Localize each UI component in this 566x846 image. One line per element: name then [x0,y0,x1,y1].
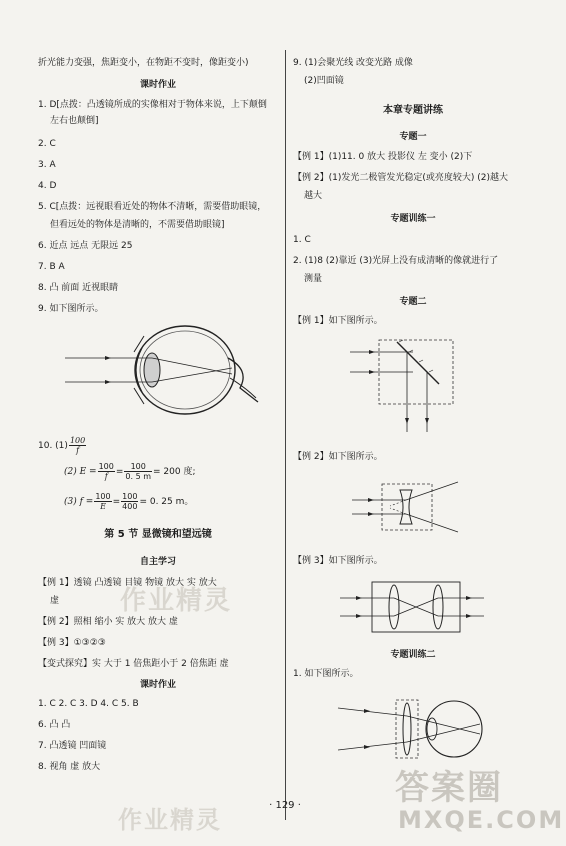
answer-line: 1. C [293,235,311,245]
answer-line: 8. 视角 虚 放大 [38,762,101,772]
answer-line: 折光能力变强，焦距变小，在物距不变时，像距变小) [38,58,249,68]
answer-line: 但看远处的物体是清晰的，不需要借助眼镜] [50,220,225,230]
answer-line: 2. (1)8 (2)靠近 (3)光屏上没有成清晰的像就进行了 [293,256,499,266]
answer-line: 4. D [38,181,57,191]
heading-self-study: 自主学习 [139,557,176,567]
answer-line: 7. 凸透镜 凹面镜 [38,741,107,751]
lens-eye-diagram [336,690,486,768]
answer-line: 【例 2】(1)发光二极管发光稳定(或亮度较大) (2)越大 [293,173,508,183]
answer-line: 【例 3】如下图所示。 [293,556,383,566]
answer-line: 左右也颠倒] [50,116,99,126]
fraction: $\frac{100}{f}$ [69,436,86,455]
answer-line: 虚 [50,596,60,606]
section-title: 第 5 节 显微镜和望远镜 [104,529,212,540]
answer-line: 1. C 2. C 3. D 4. C 5. B [38,699,139,709]
heading-homework: 课时作业 [139,80,176,90]
heading-topic-2: 专题二 [399,297,427,307]
heading-training-2: 专题训练二 [390,650,436,660]
heading-homework-2: 课时作业 [139,680,176,690]
answer-line: 3. A [38,160,56,170]
answer-line: 2. C [38,139,56,149]
answer-line: 【变式探究】实 大于 1 倍焦距小于 2 倍焦距 虚 [38,659,229,669]
chapter-title: 本章专题讲练 [383,105,443,116]
heading-training-1: 专题训练一 [390,214,436,224]
answer-line: 越大 [304,191,323,201]
watermark-text: 作业精灵 [118,806,222,834]
answer-line: 【例 3】①③②③ [38,638,106,648]
mirror-diagram [345,334,475,434]
answer-line: (2)凹面镜 [304,76,344,86]
answer-line: 5. C[点拨：远视眼看近处的物体不清晰，需要借助眼镜， [38,202,267,212]
answer-line: 【例 2】如下图所示。 [293,452,383,462]
watermark-text: 作业精灵 [120,586,233,616]
answer-line: 6. 近点 远点 无限远 25 [38,241,133,251]
eye-diagram [60,318,260,423]
heading-topic-1: 专题一 [399,132,427,142]
answer-line: 8. 凸 前面 近视眼睛 [38,283,119,293]
answer-line-10-3: (3) f = $\frac{100}{E}$ = $\frac{100}{400}$ = 0. 25 m。 [64,492,194,511]
q10-label: 10. (1) [38,441,68,451]
answer-line: 【例 1】透镜 凸透镜 目镜 物镜 放大 实 放大 [38,578,217,588]
answer-line-10-2: (2) E = $\frac{100}{f}$ = $\frac{100}{0. 5 m}$ = 200 度; [64,462,196,481]
answer-line: 【例 1】(1)11. 0 放大 投影仪 左 变小 (2)下 [293,152,473,162]
answer-line: 【例 2】照相 缩小 实 放大 放大 虚 [38,617,178,627]
watermark-logo: 答案圈 [395,768,503,808]
concave-lens-diagram [350,476,460,538]
convex-lens-pair-diagram [338,576,488,638]
answer-line: 6. 凸 凸 [38,720,71,730]
answer-line: 【例 1】如下图所示。 [293,316,383,326]
answer-line: 1. 如下图所示。 [293,669,359,679]
answer-line: 1. D[点拨：凸透镜所成的实像相对于物体来说，上下颠倒 [38,100,267,110]
answer-line: 测量 [304,274,323,284]
answer-line-10 [38,436,87,455]
answer-line: 9. 如下图所示。 [38,304,104,314]
answer-line: 7. B A [38,262,65,272]
page-number: · 129 · [269,800,301,811]
watermark-url: MXQE.COM [398,806,565,834]
column-divider [285,50,286,820]
answer-line: 9. (1)会聚光线 改变光路 成像 [293,58,413,68]
